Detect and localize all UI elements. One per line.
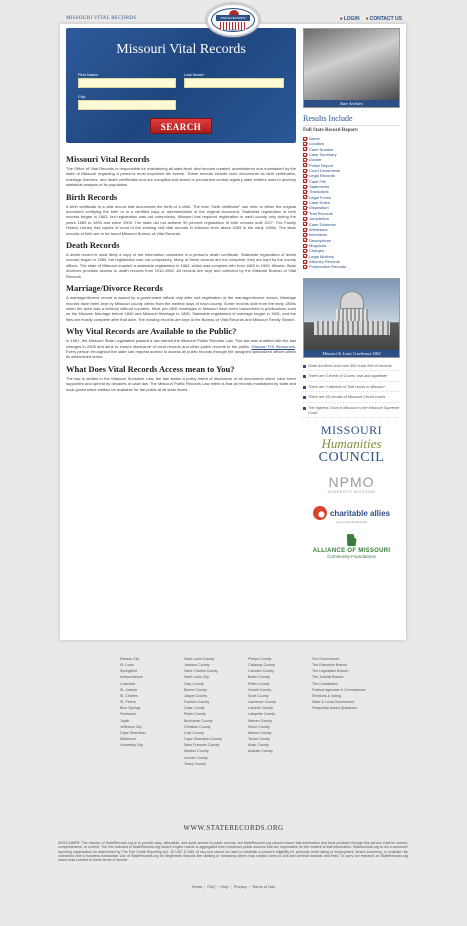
checkmark-icon — [303, 244, 307, 248]
footer-link[interactable]: Camden County — [248, 669, 274, 674]
first-name-label: First Name: — [78, 72, 99, 77]
result-item-label: Case File — [309, 178, 326, 184]
footer-link[interactable]: Phelps County — [248, 657, 272, 661]
result-item-label: Docket — [309, 157, 322, 163]
footer-nav-link[interactable]: Terms of Use — [251, 884, 276, 889]
section-heading: Missouri Vital Records — [66, 154, 150, 164]
section-heading: What Does Vital Records Access mean to You? — [66, 363, 235, 374]
section-text: In 1961, the Missouri State Legislature passed a law named the Missouri Public Records Law. This law was enabled with the last changes in 2006 and aims to ensure disclosure of court records and other public records to the public. Missouri FOI Resources. Every person throughout the state can request access to access all public records through the assigned specialized offices within its determined terms. — [66, 338, 296, 360]
contact-link[interactable]: ●CONTACT US — [365, 16, 402, 22]
footer-link[interactable]: Pettis County — [248, 681, 270, 686]
lock-icon: ● — [339, 16, 343, 22]
footer-link[interactable]: Platte County — [184, 712, 206, 717]
result-item-label: Location — [309, 141, 325, 147]
result-item-label: Charges — [309, 248, 325, 254]
first-name-input[interactable] — [78, 78, 176, 88]
footer-government — [312, 656, 370, 767]
footer-link[interactable]: St. Joseph — [120, 687, 137, 692]
result-item-label: Attorney Records — [309, 258, 340, 264]
footer-link[interactable]: Taney County — [184, 761, 206, 766]
footer-link[interactable]: The Legislative Branch — [312, 669, 349, 674]
footer-link[interactable]: Cape Girardeau County — [184, 737, 222, 742]
footer-link[interactable]: Saint Charles County — [184, 669, 218, 674]
checkmark-icon — [303, 228, 307, 232]
result-item-label: Statements — [309, 184, 330, 190]
result-item-label: Name — [309, 136, 320, 141]
section-text: A death record is most likely a copy of the information contained in a person's death certificate. Statewide registration of death records began in 1883, but registration was not compulsory. Many of these records are not complete; they are kept by the county offices. The state of Missouri enacted a statewide registration in 1883, which was complied with from 1883 to 1909. Mission State Archives provides access to death records from 1910-1960. All records are kept and collected by the Missouri Bureau of Vital Records. — [66, 252, 296, 279]
footer-link[interactable]: Kansas City — [120, 657, 140, 661]
result-item-label: Case Evidence — [309, 221, 336, 227]
footer-link[interactable]: The Constitution — [312, 681, 339, 686]
footer-domain: WWW.STATERECORDS.ORG — [183, 824, 284, 832]
footer-link[interactable]: Saint Louis County — [184, 657, 215, 661]
footer-link[interactable]: Cole County — [184, 730, 204, 735]
separator: | — [204, 884, 206, 889]
footer-link[interactable]: St. Louis — [120, 663, 134, 668]
footer-link[interactable]: Warren County — [248, 718, 273, 723]
result-item-label: Transcripts — [309, 189, 329, 195]
footer-link[interactable]: Lawrence County — [248, 700, 276, 705]
footer-link[interactable]: Jasper County — [184, 693, 208, 698]
result-item-label: Legal Records — [309, 173, 335, 179]
section-text: A marriage/divorce record is issued by a government official only after civil registration of the marriage/divorce occurs. Marriage records have been kept by Missouri county clerks from the earliest days of each county. Some records date from the early 1800s when the area was a territory without counties. Most pre-1850 marriages in Missouri have been transcribed in publications such as the Missouri Marriage before 1840 and Missouri Marriage to 1850. Statewide registration of marriage began in 1981, and the files are mostly complete after that date. The existing records are kept at the Bureau of Vital Records and Missouri Family Search. — [66, 295, 296, 322]
fact-item: State Archives hold over 500 cubic feet of records — [303, 364, 400, 372]
search-title: Missouri Vital Records — [116, 42, 246, 57]
footer-link[interactable]: Jackson County — [184, 663, 210, 668]
main-page — [60, 24, 406, 640]
footer-link[interactable]: St. Peters — [120, 700, 136, 705]
courthouse-drum — [336, 309, 368, 321]
footer-link[interactable]: Christian County — [184, 724, 211, 729]
result-item-label: Disposition — [309, 205, 329, 211]
footer-link[interactable]: Wildwood — [120, 737, 136, 742]
footer-link[interactable]: Federal Agencies & Commissions — [312, 687, 366, 692]
footer-links — [120, 656, 380, 767]
main-content — [66, 150, 296, 395]
result-item-label: Mugshots — [309, 242, 327, 248]
checkmark-icon — [303, 137, 307, 141]
footer-link[interactable]: Cass County — [184, 706, 205, 711]
result-item-label: Jurisdiction — [309, 216, 330, 222]
footer-nav-link[interactable]: FAQ — [207, 884, 216, 889]
footer-link[interactable]: Adair County — [248, 743, 269, 748]
result-item-label: Police Report — [309, 162, 334, 168]
footer-link[interactable]: Lafayette County — [248, 712, 276, 717]
footer-link[interactable]: Frequently Asked Questions — [312, 706, 357, 711]
section-heading: Marriage/Divorce Records — [66, 283, 163, 294]
missouri-map-icon — [347, 534, 357, 546]
footer-link[interactable]: Franklin County — [184, 700, 210, 705]
foi-resources-link[interactable]: Missouri FOI Resources — [251, 343, 295, 349]
city-input[interactable] — [78, 100, 176, 110]
footer-link[interactable]: Buchanan County — [184, 718, 213, 723]
checkmark-icon — [303, 238, 307, 242]
result-item-label: Legal Motions — [309, 253, 334, 259]
result-item-label: Case Notes — [309, 200, 330, 206]
last-name-label: Last Name: — [184, 72, 205, 77]
top-links — [340, 16, 402, 22]
checkmark-icon — [303, 254, 307, 258]
charitable-allies-icon — [313, 506, 327, 520]
courthouse-photo — [303, 278, 400, 358]
sidebar — [303, 28, 400, 559]
checkmark-icon — [303, 179, 307, 183]
result-item-label: Witnesses — [309, 226, 328, 232]
section-text: A birth certificate is a vital record that documents the birth of a child. The term "birth certificate" can refer to either the original document certifying the birth or to a certified copy or representation of the original document. Statewide registration of birth records began in 1863, but registration was not compulsory. Missouri has required registration in each county only during the years 1883 to 1893 and since 1909. The state did not achieve 90 percent registration of birth records until 1927. The Family History Library has copies of most of the existing civil vital records in Missouri from about 1883 to the early 1900s. The state records of birth are to be found Missouri Bureau of Vital Records. — [66, 203, 296, 236]
footer-link[interactable]: St. Charles — [120, 693, 138, 698]
footer-cities — [120, 656, 178, 767]
checkmark-icon — [303, 163, 307, 167]
city-label: City: — [78, 94, 86, 99]
footer-nav-link[interactable]: Privacy — [233, 884, 247, 889]
section-text: The Office of Vital Records is responsible for maintaining all state-level vital records created, administered and maintained by the state of Missouri regarding a person's most important life events. These records include such documents as birth certificates, marriage licenses, and death certificates and are compiled and stored in permanent central registry state entities uses to develop statistical analysis of its population. — [66, 166, 296, 188]
results-list — [303, 136, 400, 270]
result-item-label: Trial Records — [309, 210, 333, 216]
footer-link[interactable]: University City — [120, 743, 143, 748]
footer-link[interactable]: Clay County — [184, 681, 204, 686]
photo-caption: State Archives — [304, 100, 399, 107]
footer-link[interactable]: Jefferson City — [120, 724, 142, 729]
result-item-label: Descriptions — [309, 237, 332, 243]
site-logo[interactable] — [206, 3, 260, 37]
footer-link[interactable]: Newton County — [184, 749, 209, 754]
footer-nav — [0, 884, 467, 889]
footer-link[interactable]: Audrain County — [248, 749, 273, 754]
footer-link[interactable]: Cape Girardeau — [120, 730, 146, 735]
facts-list — [303, 364, 400, 419]
footer-link[interactable]: Callaway County — [248, 663, 275, 668]
separator: | — [217, 884, 219, 889]
footer-nav-link[interactable]: Home — [191, 884, 203, 889]
footer-link[interactable]: Stone County — [248, 724, 270, 729]
footer-link[interactable]: State & Local Government — [312, 700, 355, 705]
results-title: Results Include — [303, 114, 400, 126]
full-report-label: Full State Record Report: — [303, 128, 359, 133]
result-item-label: Court Documents — [309, 168, 341, 174]
state-archives-photo — [303, 28, 400, 108]
courthouse-building — [314, 321, 390, 335]
footer-link[interactable]: Independence — [120, 675, 143, 680]
section-heading: Why Vital Records are Available to the Public? — [66, 326, 237, 337]
result-item-label: Case Number — [309, 146, 334, 152]
courthouse-dome — [340, 291, 364, 309]
footer-link[interactable]: Marion County — [248, 730, 272, 735]
alliance-missouri-logo[interactable]: ALLIANCE OF MISSOURI Community Foundations — [303, 534, 400, 559]
footer-link[interactable]: Columbia — [120, 681, 136, 686]
result-item-label: Case Summary — [309, 152, 337, 158]
result-item-label: Prosecution Records — [309, 264, 347, 270]
footer-link[interactable]: The Judicial Branch — [312, 675, 344, 680]
login-link[interactable]: ●LOGIN — [339, 16, 360, 22]
footer-link[interactable]: Lincoln County — [184, 755, 208, 760]
footer-counties-2 — [248, 656, 306, 767]
section-heading: Death Records — [66, 240, 120, 251]
footer-link[interactable]: Howell County — [248, 687, 272, 692]
footer-link[interactable]: Scott County — [248, 693, 269, 698]
disclaimer: DISCLAIMER: The mission of StateRecords.org is to provide easy, affordable, and quick access to public records, but StateRecords.org cannot ensure that information and facts provided through this service shall be correct, comprehensive, or current. The info included in StateRecords.org search engine results is aggregated from numerous public sources that are responsible for the content of that information. Staterecords.org is not a consumer reporting organization as determined by The Fair Credit Reporting Act, 15 USC § 1681 et seq and cannot be used to establish a person's eligibility for personal credit rating or employment, tenant screening, or evaluate risk connected with a business transaction Use of StateRecords.org for illegitimate reasons like stalking or harassing others may subject users to civil and criminal lawsuits and fines. To carry out research on StateRecords.org users must consent to these terms of service — [58, 841, 408, 863]
section-text: The law is similar to the Missouri Sunshine Law, the law states a policy intent of disclosure of all documents which have been supported and upheld by decades of case law. The Missouri Public Records Law intent is that all records maintained by state and local government entities be available for the public at all state levels. — [66, 375, 296, 392]
seal-subtitle: ORG — [229, 28, 237, 32]
separator: | — [230, 884, 232, 889]
footer-link[interactable]: Laclede County — [248, 706, 273, 711]
mail-icon: ● — [365, 16, 369, 22]
fact-item: There are 3 levels of Courts: trial and appellate — [303, 374, 400, 382]
result-item-label: Legal Forms — [309, 194, 332, 200]
seal-title: STATE RECORDS — [216, 15, 250, 21]
npmo-logo[interactable]: NPMO NONPROFIT MISSOURI — [327, 474, 376, 495]
footer-link[interactable]: Joplin — [120, 718, 130, 723]
footer-link[interactable]: The Executive Branch — [312, 663, 348, 668]
footer-link[interactable]: Saint Francois County — [184, 743, 220, 748]
checkmark-icon — [303, 222, 307, 226]
search-button[interactable]: SEARCH — [150, 118, 212, 134]
checkmark-icon — [303, 195, 307, 199]
checkmark-icon — [303, 265, 307, 269]
fact-item: There are 3 districts of Trial courts in Missouri — [303, 385, 400, 393]
footer-link[interactable]: Boone County — [184, 687, 207, 692]
footer-nav-link[interactable]: Help — [220, 884, 229, 889]
fact-item: There are 45 circuits of Missouri Circuit courts — [303, 395, 400, 403]
footer-link[interactable]: Elections & Voting — [312, 693, 341, 698]
last-name-input[interactable] — [184, 78, 284, 88]
checkmark-icon — [303, 147, 307, 151]
missouri-humanities-logo[interactable]: MISSOURI Humanities COUNCIL — [318, 423, 385, 466]
charitable-allies-logo[interactable]: charitable allies your nonprofit advocate — [303, 506, 400, 524]
footer-link[interactable]: Blue Springs — [120, 706, 141, 711]
result-item-label: Interviews — [309, 232, 328, 238]
fact-item: The highest Court in Missouri is the Missouri Supreme Court — [303, 406, 400, 418]
footer-link[interactable]: Our Government — [312, 657, 339, 661]
checkmark-icon — [303, 211, 307, 215]
footer-counties-1 — [184, 656, 242, 767]
result-item — [303, 264, 400, 269]
footer-link[interactable]: Florissant — [120, 712, 136, 717]
separator: | — [248, 884, 250, 889]
brand-link[interactable]: MISSOURI VITAL RECORDS — [66, 16, 137, 21]
footer-link[interactable]: Texas County — [248, 737, 270, 742]
photo-caption: Missouri St. Louis Courthouse 1862 — [304, 350, 399, 357]
footer-link[interactable]: Saint Louis City — [184, 675, 209, 680]
footer-link[interactable]: Butler County — [248, 675, 270, 680]
checkmark-icon — [303, 260, 307, 264]
search-panel — [66, 28, 296, 143]
footer-link[interactable]: Springfield — [120, 669, 137, 674]
section-heading: Birth Records — [66, 191, 118, 202]
